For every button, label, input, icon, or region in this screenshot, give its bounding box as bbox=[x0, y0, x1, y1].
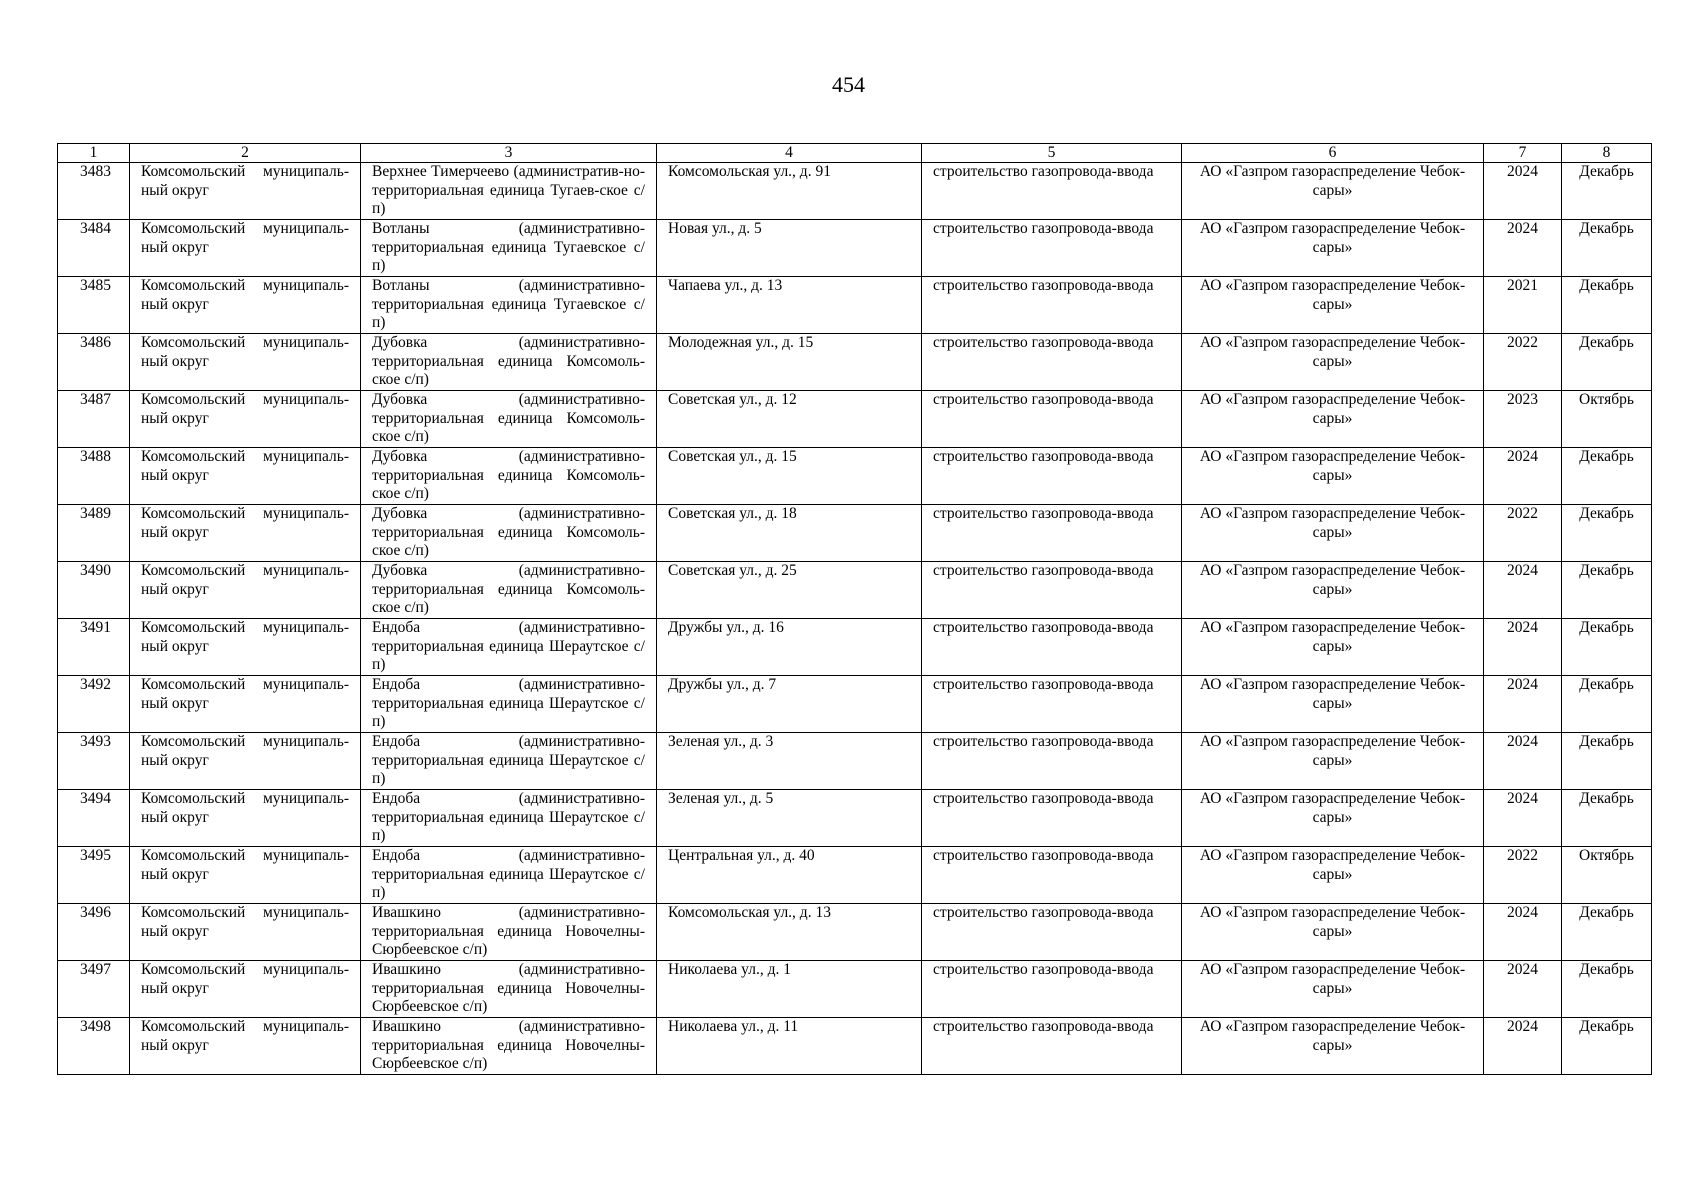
year-cell: 2024 bbox=[1484, 619, 1562, 676]
operator-cell: АО «Газпром газораспределение Чебок-сары» bbox=[1182, 1018, 1484, 1075]
column-header: 5 bbox=[922, 144, 1182, 163]
address-cell: Зеленая ул., д. 5 bbox=[657, 790, 922, 847]
year-cell: 2024 bbox=[1484, 961, 1562, 1018]
operator-cell: АО «Газпром газораспределение Чебок-сары» bbox=[1182, 961, 1484, 1018]
address-cell: Дружбы ул., д. 16 bbox=[657, 619, 922, 676]
column-header: 4 bbox=[657, 144, 922, 163]
row-number-cell: 3484 bbox=[58, 220, 130, 277]
year-cell: 2022 bbox=[1484, 505, 1562, 562]
work-type-cell: строительство газопровода-ввода bbox=[922, 1018, 1182, 1075]
district-cell: Комсомольский муниципаль-ный округ bbox=[130, 619, 361, 676]
operator-cell: АО «Газпром газораспределение Чебок-сары» bbox=[1182, 277, 1484, 334]
work-type-cell: строительство газопровода-ввода bbox=[922, 391, 1182, 448]
work-type-cell: строительство газопровода-ввода bbox=[922, 733, 1182, 790]
year-cell: 2024 bbox=[1484, 448, 1562, 505]
year-cell: 2022 bbox=[1484, 334, 1562, 391]
page-number: 454 bbox=[832, 72, 865, 97]
settlement-cell: Ендоба (административно-территориальная единица Шераутское с/п) bbox=[361, 733, 657, 790]
table-row bbox=[58, 448, 1652, 505]
month-cell: Декабрь bbox=[1562, 562, 1652, 619]
table-row bbox=[58, 391, 1652, 448]
row-number-cell: 3485 bbox=[58, 277, 130, 334]
year-cell: 2023 bbox=[1484, 391, 1562, 448]
month-cell: Декабрь bbox=[1562, 676, 1652, 733]
operator-cell: АО «Газпром газораспределение Чебок-сары» bbox=[1182, 562, 1484, 619]
settlement-cell: Вотланы (административно-территориальная единица Тугаевское с/п) bbox=[361, 220, 657, 277]
row-number-cell: 3489 bbox=[58, 505, 130, 562]
address-cell: Комсомольская ул., д. 13 bbox=[657, 904, 922, 961]
table-row bbox=[58, 847, 1652, 904]
month-cell: Декабрь bbox=[1562, 505, 1652, 562]
month-cell: Декабрь bbox=[1562, 163, 1652, 220]
address-cell: Новая ул., д. 5 bbox=[657, 220, 922, 277]
row-number-cell: 3486 bbox=[58, 334, 130, 391]
settlement-cell: Дубовка (административно-территориальная единица Комсомоль-ское с/п) bbox=[361, 334, 657, 391]
address-cell: Дружбы ул., д. 7 bbox=[657, 676, 922, 733]
month-cell: Декабрь bbox=[1562, 733, 1652, 790]
month-cell: Декабрь bbox=[1562, 904, 1652, 961]
table-row bbox=[58, 790, 1652, 847]
settlement-cell: Вотланы (административно-территориальная единица Тугаевское с/п) bbox=[361, 277, 657, 334]
operator-cell: АО «Газпром газораспределение Чебок-сары» bbox=[1182, 391, 1484, 448]
work-type-cell: строительство газопровода-ввода bbox=[922, 676, 1182, 733]
address-cell: Советская ул., д. 15 bbox=[657, 448, 922, 505]
table-row bbox=[58, 562, 1652, 619]
address-cell: Зеленая ул., д. 3 bbox=[657, 733, 922, 790]
work-type-cell: строительство газопровода-ввода bbox=[922, 505, 1182, 562]
column-header: 8 bbox=[1562, 144, 1652, 163]
table-row bbox=[58, 904, 1652, 961]
row-number-cell: 3493 bbox=[58, 733, 130, 790]
row-number-cell: 3483 bbox=[58, 163, 130, 220]
row-number-cell: 3490 bbox=[58, 562, 130, 619]
operator-cell: АО «Газпром газораспределение Чебок-сары» bbox=[1182, 448, 1484, 505]
row-number-cell: 3498 bbox=[58, 1018, 130, 1075]
table-row bbox=[58, 733, 1652, 790]
row-number-cell: 3494 bbox=[58, 790, 130, 847]
work-type-cell: строительство газопровода-ввода bbox=[922, 448, 1182, 505]
month-cell: Декабрь bbox=[1562, 790, 1652, 847]
row-number-cell: 3487 bbox=[58, 391, 130, 448]
month-cell: Декабрь bbox=[1562, 448, 1652, 505]
settlement-cell: Дубовка (административно-территориальная единица Комсомоль-ское с/п) bbox=[361, 391, 657, 448]
work-type-cell: строительство газопровода-ввода bbox=[922, 562, 1182, 619]
year-cell: 2024 bbox=[1484, 904, 1562, 961]
district-cell: Комсомольский муниципаль-ный округ bbox=[130, 505, 361, 562]
settlement-cell: Ендоба (административно-территориальная единица Шераутское с/п) bbox=[361, 676, 657, 733]
year-cell: 2024 bbox=[1484, 1018, 1562, 1075]
district-cell: Комсомольский муниципаль-ный округ bbox=[130, 334, 361, 391]
settlement-cell: Ендоба (административно-территориальная единица Шераутское с/п) bbox=[361, 847, 657, 904]
settlement-cell: Ендоба (административно-территориальная единица Шераутское с/п) bbox=[361, 790, 657, 847]
operator-cell: АО «Газпром газораспределение Чебок-сары» bbox=[1182, 733, 1484, 790]
table-row bbox=[58, 1018, 1652, 1075]
work-type-cell: строительство газопровода-ввода bbox=[922, 847, 1182, 904]
operator-cell: АО «Газпром газораспределение Чебок-сары» bbox=[1182, 163, 1484, 220]
operator-cell: АО «Газпром газораспределение Чебок-сары» bbox=[1182, 220, 1484, 277]
table-row bbox=[58, 277, 1652, 334]
district-cell: Комсомольский муниципаль-ный округ bbox=[130, 220, 361, 277]
row-number-cell: 3491 bbox=[58, 619, 130, 676]
table-row bbox=[58, 505, 1652, 562]
district-cell: Комсомольский муниципаль-ный округ bbox=[130, 391, 361, 448]
month-cell: Декабрь bbox=[1562, 277, 1652, 334]
district-cell: Комсомольский муниципаль-ный округ bbox=[130, 961, 361, 1018]
table-row bbox=[58, 676, 1652, 733]
year-cell: 2024 bbox=[1484, 163, 1562, 220]
table-row bbox=[58, 163, 1652, 220]
address-cell: Советская ул., д. 18 bbox=[657, 505, 922, 562]
operator-cell: АО «Газпром газораспределение Чебок-сары» bbox=[1182, 790, 1484, 847]
year-cell: 2024 bbox=[1484, 562, 1562, 619]
operator-cell: АО «Газпром газораспределение Чебок-сары» bbox=[1182, 505, 1484, 562]
table-header bbox=[58, 144, 1652, 163]
district-cell: Комсомольский муниципаль-ный округ bbox=[130, 1018, 361, 1075]
month-cell: Октябрь bbox=[1562, 847, 1652, 904]
district-cell: Комсомольский муниципаль-ный округ bbox=[130, 448, 361, 505]
month-cell: Декабрь bbox=[1562, 961, 1652, 1018]
month-cell: Декабрь bbox=[1562, 220, 1652, 277]
settlement-cell: Ендоба (административно-территориальная единица Шераутское с/п) bbox=[361, 619, 657, 676]
settlement-cell: Ивашкино (административно-территориальная единица Новочелны-Сюрбеевское с/п) bbox=[361, 961, 657, 1018]
operator-cell: АО «Газпром газораспределение Чебок-сары» bbox=[1182, 847, 1484, 904]
table-row bbox=[58, 619, 1652, 676]
work-type-cell: строительство газопровода-ввода bbox=[922, 277, 1182, 334]
address-cell: Комсомольская ул., д. 91 bbox=[657, 163, 922, 220]
address-cell: Николаева ул., д. 1 bbox=[657, 961, 922, 1018]
month-cell: Декабрь bbox=[1562, 334, 1652, 391]
address-cell: Чапаева ул., д. 13 bbox=[657, 277, 922, 334]
address-cell: Молодежная ул., д. 15 bbox=[657, 334, 922, 391]
table-row bbox=[58, 961, 1652, 1018]
work-type-cell: строительство газопровода-ввода bbox=[922, 220, 1182, 277]
work-type-cell: строительство газопровода-ввода bbox=[922, 619, 1182, 676]
year-cell: 2021 bbox=[1484, 277, 1562, 334]
operator-cell: АО «Газпром газораспределение Чебок-сары» bbox=[1182, 676, 1484, 733]
district-cell: Комсомольский муниципаль-ный округ bbox=[130, 163, 361, 220]
work-type-cell: строительство газопровода-ввода bbox=[922, 790, 1182, 847]
year-cell: 2022 bbox=[1484, 847, 1562, 904]
settlement-cell: Ивашкино (административно-территориальная единица Новочелны-Сюрбеевское с/п) bbox=[361, 1018, 657, 1075]
operator-cell: АО «Газпром газораспределение Чебок-сары» bbox=[1182, 619, 1484, 676]
month-cell: Декабрь bbox=[1562, 619, 1652, 676]
address-cell: Советская ул., д. 25 bbox=[657, 562, 922, 619]
row-number-cell: 3495 bbox=[58, 847, 130, 904]
work-type-cell: строительство газопровода-ввода bbox=[922, 904, 1182, 961]
year-cell: 2024 bbox=[1484, 733, 1562, 790]
work-type-cell: строительство газопровода-ввода bbox=[922, 163, 1182, 220]
district-cell: Комсомольский муниципаль-ный округ bbox=[130, 847, 361, 904]
row-number-cell: 3492 bbox=[58, 676, 130, 733]
settlement-cell: Дубовка (административно-территориальная единица Комсомоль-ское с/п) bbox=[361, 505, 657, 562]
column-header: 2 bbox=[130, 144, 361, 163]
district-cell: Комсомольский муниципаль-ный округ bbox=[130, 904, 361, 961]
settlement-cell: Ивашкино (административно-территориальная единица Новочелны-Сюрбеевское с/п) bbox=[361, 904, 657, 961]
work-type-cell: строительство газопровода-ввода bbox=[922, 334, 1182, 391]
work-type-cell: строительство газопровода-ввода bbox=[922, 961, 1182, 1018]
settlement-cell: Верхнее Тимерчеево (административ-но-территориальная единица Тугаев-ское с/п) bbox=[361, 163, 657, 220]
row-number-cell: 3496 bbox=[58, 904, 130, 961]
column-header: 3 bbox=[361, 144, 657, 163]
column-header: 7 bbox=[1484, 144, 1562, 163]
year-cell: 2024 bbox=[1484, 676, 1562, 733]
settlement-cell: Дубовка (административно-территориальная единица Комсомоль-ское с/п) bbox=[361, 448, 657, 505]
year-cell: 2024 bbox=[1484, 220, 1562, 277]
register-table bbox=[57, 143, 1652, 1075]
row-number-cell: 3497 bbox=[58, 961, 130, 1018]
address-cell: Николаева ул., д. 11 bbox=[657, 1018, 922, 1075]
column-header: 1 bbox=[58, 144, 130, 163]
address-cell: Советская ул., д. 12 bbox=[657, 391, 922, 448]
month-cell: Декабрь bbox=[1562, 1018, 1652, 1075]
row-number-cell: 3488 bbox=[58, 448, 130, 505]
year-cell: 2024 bbox=[1484, 790, 1562, 847]
operator-cell: АО «Газпром газораспределение Чебок-сары» bbox=[1182, 904, 1484, 961]
district-cell: Комсомольский муниципаль-ный округ bbox=[130, 676, 361, 733]
table-row bbox=[58, 334, 1652, 391]
header-row bbox=[58, 144, 1652, 163]
address-cell: Центральная ул., д. 40 bbox=[657, 847, 922, 904]
district-cell: Комсомольский муниципаль-ный округ bbox=[130, 733, 361, 790]
district-cell: Комсомольский муниципаль-ный округ bbox=[130, 277, 361, 334]
month-cell: Октябрь bbox=[1562, 391, 1652, 448]
table-row bbox=[58, 220, 1652, 277]
column-header: 6 bbox=[1182, 144, 1484, 163]
settlement-cell: Дубовка (административно-территориальная единица Комсомоль-ское с/п) bbox=[361, 562, 657, 619]
table-body bbox=[58, 163, 1652, 1075]
district-cell: Комсомольский муниципаль-ный округ bbox=[130, 790, 361, 847]
district-cell: Комсомольский муниципаль-ный округ bbox=[130, 562, 361, 619]
operator-cell: АО «Газпром газораспределение Чебок-сары» bbox=[1182, 334, 1484, 391]
